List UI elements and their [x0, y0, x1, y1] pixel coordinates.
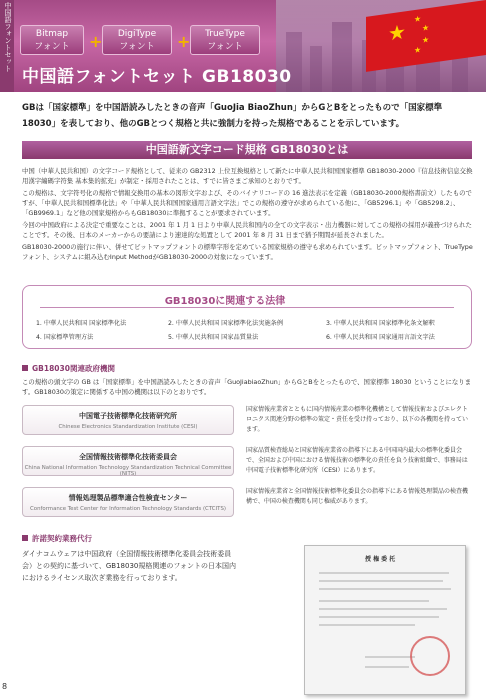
- agent-text: ダイナコムウェアは中国政府（全国情報技術標準化委員会技術委員会）との契約に基づいて、GB18030規格関連のフォントの日本国内におけるライセンス取次ぎ業務を行っております。: [22, 550, 237, 582]
- agencies-heading-label: GB18030関連政府機関: [32, 364, 115, 373]
- agency-box-ctcits: [22, 487, 234, 517]
- paragraph: 今回の中国政府による決定で重要なことは、2001 年 1 月 1 日より中華人民共和国内の全ての文字表示・出力機器に対してこの規格の採用が義務づけられたことです。その後、日本のメーカーからの要請により速達的な処置として 2001 年 8 月 31 日まで猶予期間が延長されました。: [22, 221, 472, 239]
- header-banner: [14, 0, 486, 92]
- page-title: 中国語フォントセット GB18030: [22, 67, 292, 87]
- section-body: [22, 166, 474, 264]
- digitype-font-badge: DigiType フォント: [102, 25, 172, 55]
- square-bullet-icon: [22, 535, 28, 541]
- agency-box-cesi: [22, 405, 234, 435]
- side-tab-label: 中国語フォントセット: [4, 2, 12, 72]
- agency-name: 中国電子技術標準化技術研究所: [79, 412, 177, 420]
- paragraph: この規格は、文字符号化の規格で情報交換用の基本の図形文字および、そのバイナリコードの 16 進法表示を定義（GB18030-2000規格書前文）したものですが、「中華人民共和国標準化法」や「中華人民共和国国家通用言語文字法」でこの規格の遵守が求められている他に、「GB5296.1」や「GB5298.2」、「GB9969.1」など他の国家規格からもGB18030に準拠することが要求されています。: [22, 189, 472, 217]
- divider: [40, 307, 454, 308]
- plus-icon: +: [177, 32, 191, 51]
- agencies-intro: この規格の頭文字の GB は「国家標準」を中国語読みしたときの音声「GuoJiabiaoZhun」からGとBをとったもので、国家標準 18030 ということになります。GB18030の策定に関係する中国の機関は以下のとおりです。: [22, 378, 472, 396]
- law-item: 1. 中華人民共和国 国家標準化法: [36, 320, 127, 327]
- section-title: 中国語新文字コード規格 GB18030とは: [22, 141, 472, 159]
- agency-name: 全国情報技術標準化技術委員会: [79, 453, 177, 461]
- agency-box-nits: [22, 446, 234, 476]
- flag-star-icon: ★: [414, 45, 422, 56]
- truetype-font-badge: TrueType フォント: [190, 25, 260, 55]
- plus-icon: +: [89, 32, 103, 51]
- flag-star-icon: ★: [414, 14, 422, 25]
- agencies-heading: [22, 363, 115, 374]
- agency-english-name: Chinese Electronics Standardization Institute (CESI): [58, 424, 198, 430]
- page-number: 8: [2, 682, 8, 691]
- paragraph: GB18030-2000の施行に伴い、併せてビットマップフォントの標準字形を定めている国家規格の遵守も求められています。ビットマップフォント、TrueTypeフォント、システムに組み込むInput MethodがGB18030-2000の対象になっています。: [22, 243, 473, 261]
- agency-name: 情報処理製品標準適合性検査センター: [68, 494, 188, 502]
- agency-english-name: Conformance Test Center for Information Technology Standards (CTCITS): [30, 506, 226, 512]
- law-item: 4. 国家標準管理方法: [36, 334, 94, 341]
- flag-star-icon: ★: [422, 34, 430, 45]
- paragraph: 中国（中華人民共和国）の文字コード規格として、従来の GB2312 上位互換規格として新たに中華人民共和国国家標準 GB18030-2000『信息技術信息交換用漢字編碼字符集 基本集的拡充』が制定・採用されたことは、すでに皆さまご承知のとおりです。: [22, 167, 473, 185]
- side-tab: [0, 0, 14, 700]
- laws-title: GB18030に関連する法律: [164, 296, 286, 307]
- law-item: 6. 中華人民共和国 国家通用言語文字法: [326, 334, 435, 341]
- agency-english-name: China National Information Technology Standardization Technical Committee (NITS): [24, 465, 232, 477]
- square-bullet-icon: [22, 365, 28, 371]
- certificate-heading: 授 権 委 托: [365, 556, 396, 563]
- agent-heading: [22, 533, 92, 544]
- intro-text: GBは「国家標準」を中国語読みしたときの音声「GuoJia BiaoZhun」からGとBをとったもので「国家標準 18030」を表しており、他のGBとつく規格と共に強制力を持った規格であることを示しています。: [22, 103, 443, 129]
- agency-description: 国家情報産業省と全国情報技術標準化委員会の指導下にある情報処理製品の検査機構で、中国の検査機関も同じ権威があります。: [246, 488, 469, 505]
- law-item: 3. 中華人民共和国 国家標準化条文解釈: [326, 320, 435, 327]
- law-item: 2. 中華人民共和国 国家標準化法実施条例: [168, 320, 284, 327]
- agent-heading-label: 許諾契約業務代行: [32, 534, 92, 543]
- law-item: 5. 中華人民共和国 国家品質量法: [168, 334, 259, 341]
- flag-star-icon: ★: [388, 19, 406, 46]
- flag-star-icon: ★: [422, 22, 430, 33]
- agency-description: 国家品質検査総局と国家情報産業省の指導下にある中国国内最大の標準化委員会で、全国および中国における情報技術の標準化の責任を負う技術組織で、事務局は中国電子技術標準化研究所（CESI）にあります。: [246, 447, 468, 474]
- seal-stamp-icon: [410, 636, 450, 676]
- certificate-image: [304, 545, 466, 695]
- bitmap-font-badge: Bitmap フォント: [20, 25, 84, 55]
- agency-description: 国家情報産業省とともに国内情報産業の標準化機構として情報技術およびエレクトロニクス関連分野の標準の策定・責任を受け持っており、以下の各機関を持っています。: [246, 406, 468, 433]
